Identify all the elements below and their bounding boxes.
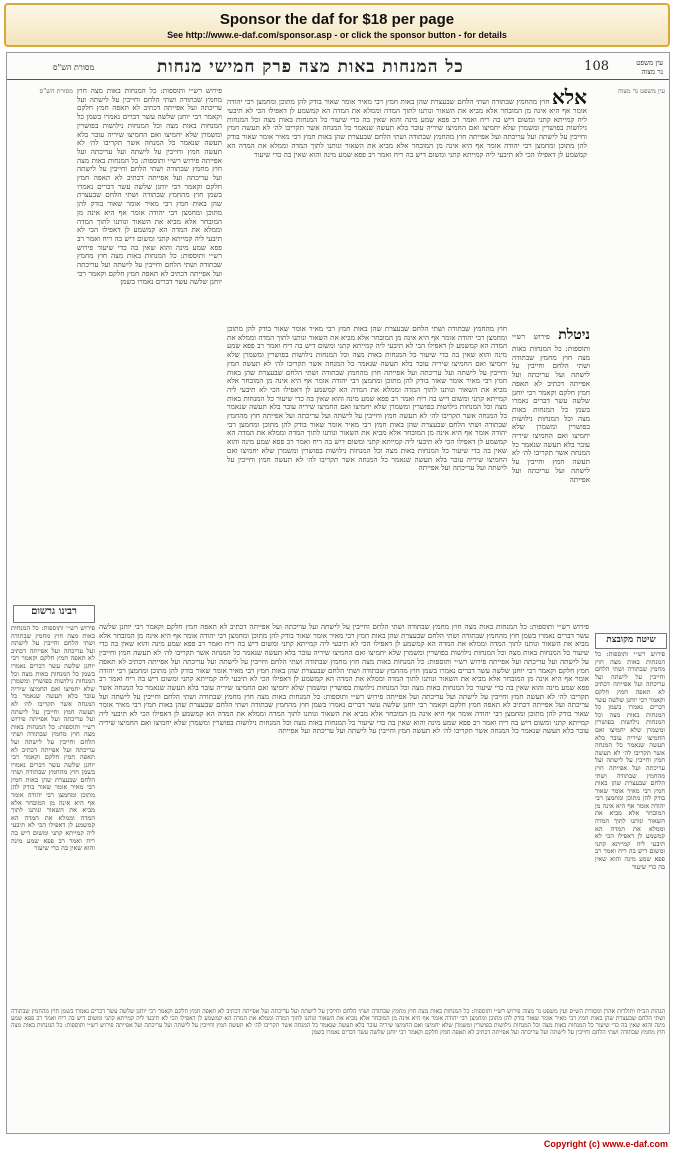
- gemara-text-5: חוץ מהחמץ שבתודה ושתי הלחם שבעצרת שהן באות חמץ רבי מאיר אומר שאור בודק להן מתוכן ומחמצן רבי יהודה אומר אף היא אינה מן המובחר אלא מביא את השאור ונותנו לתוך המדה וממלא את המדה הא קמשמע לן דאפילו הכי לא תיבעי ליה קמייתא קתני ומשום דיש בה ריח ואמר רב פפא שמע מינה והוא שאין בה כדי שיעור: [227, 411, 507, 455]
- rg-text-4: חוץ מהחמץ שבתודה ושתי הלחם שבעצרת שהן באות חמץ רבי מאיר אומר שאור בודק להן מתוכן ומחמצן רבי יהודה אומר אף היא אינה מן המובחר אלא מביא את השאור ונותנו לתוך המדה וממלא את המדה הא קמשמע לן דאפילו הכי לא תיבעי ליה קמייתא קתני ומשום דיש בה ריח ואמר רב פפא שמע מינה והוא שאין בה כדי שיעור: [11, 768, 95, 853]
- inner-text: פירוש רש״י ותוספות: כל המנחות באות מצה חוץ מחמץ שבתודה ושתי הלחם וחייבין על לישתה ועל עריכתה ועל אפייתה דכתיב לא תאפה חמץ חלקם וקאמר רבי יוחנן שלשה עשר דברים נאמרו בשמן: [512, 332, 590, 414]
- rashi-text: פירוש רש״י ותוספות: כל המנחות באות מצה חוץ מחמץ שבתודה ושתי הלחם וחייבין על לישתה ועל עריכתה ועל אפייתה דכתיב לא תאפה חמץ חלקם וקאמר רבי יוחנן שלשה עשר דברים נאמרו בשמן: [77, 87, 222, 122]
- page-header: [7, 57, 669, 81]
- mishna-column: [227, 87, 587, 322]
- tosafot-inner: [512, 325, 590, 625]
- rashi-text-3: פירוש רש״י ותוספות: כל המנחות באות מצה חוץ מחמץ שבתודה ושתי הלחם וחייבין על לישתה ועל עריכתה ועל אפייתה דכתיב לא תאפה חמץ חלקם וקאמר רבי יוחנן שלשה עשר דברים נאמרו בשמן: [77, 155, 222, 200]
- tosafot-column: [99, 623, 589, 1003]
- rashi-column: [77, 87, 222, 617]
- copyright-link[interactable]: Copyright (c) www.e-daf.com: [543, 1139, 668, 1149]
- margin-ref: עין משפט נר מצוה: [618, 87, 665, 95]
- rabbeinu-gershom-column: [11, 625, 95, 1015]
- rg-text-2: כל המנחות באות מצה וכל המנחות נילושות בפושרין ומשמרן שלא יחמיצו ואם החמיצו שיריה עובר בלא תעשה שנאמר כל המנחה אשר תקריבו לה׳ לא תעשה חמץ וחייבין על לישתה ועל עריכתה ועל אפייתה: [11, 669, 95, 724]
- left-margin-ref: מסורת הש"ס: [39, 87, 73, 95]
- sponsor-banner[interactable]: [4, 3, 670, 47]
- inner-text-2: כל המנחות באות מצה וכל המנחות נילושות בפושרין ומשמרן שלא יחמיצו ואם החמיצו שיריה עובר בלא תעשה שנאמר כל המנחה אשר תקריבו לה׳ לא תעשה חמץ וחייבין על לישתה ועל עריכתה ועל אפייתה: [512, 404, 590, 484]
- gemara-text: חוץ מהחמץ שבתודה ושתי הלחם שבעצרת שהן באות חמץ רבי מאיר אומר שאור בודק להן מתוכן ומחמצן רבי יהודה אומר אף היא אינה מן המובחר אלא מביא את השאור ונותנו לתוך המדה וממלא את המדה הא קמשמע לן דאפילו הכי לא תיבעי ליה קמייתא קתני ומשום דיש בה ריח ואמר רב פפא שמע מינה והוא שאין בה כדי שיעור: [227, 325, 507, 360]
- shita-text: פירוש רש״י ותוספות: כל המנחות באות מצה חוץ מחמץ שבתודה ושתי הלחם וחייבין על לישתה ועל עריכתה ועל אפייתה דכתיב לא תאפה חמץ חלקם וקאמר רבי יוחנן שלשה עשר דברים נאמרו בשמן: [595, 651, 665, 712]
- tosafot-text-2: חוץ מהחמץ שבתודה ושתי הלחם שבעצרת שהן באות חמץ רבי מאיר אומר שאור בודק להן מתוכן ומחמצן רבי יהודה אומר אף היא אינה מן המובחר אלא מביא את השאור ונותנו לתוך המדה וממלא את המדה הא קמשמע לן דאפילו הכי לא תיבעי ליה קמייתא קתני ומשום דיש בה ריח ואמר רב פפא שמע מינה והוא שאין בה כדי שיעור: [99, 630, 589, 658]
- right-margin-notes: [595, 87, 665, 547]
- mishna-text-2: כל המנחות באות מצה וכל המנחות נילושות בפושרין ומשמרן שלא יחמיצו ואם החמיצו שיריה עובר בלא תעשה שנאמר כל המנחה אשר תקריבו לה׳ לא תעשה חמץ וחייבין על לישתה ועל עריכתה ועל אפייתה: [227, 114, 587, 142]
- sponsor-subline: See http://www.e-daf.com/sponsor.asp - or click the sponsor button - for details: [167, 30, 507, 40]
- tosafot-text: פירוש רש״י ותוספות: כל המנחות באות מצה חוץ מחמץ שבתודה ושתי הלחם וחייבין על לישתה ועל עריכתה ועל אפייתה דכתיב לא תאפה חמץ חלקם וקאמר רבי יוחנן שלשה עשר דברים נאמרו בשמן: [99, 623, 589, 640]
- tosafot-text-5: חוץ מהחמץ שבתודה ושתי הלחם שבעצרת שהן באות חמץ רבי מאיר אומר שאור בודק להן מתוכן ומחמצן רבי יהודה אומר אף היא אינה מן המובחר אלא מביא את השאור ונותנו לתוך המדה וממלא את המדה הא קמשמע לן דאפילו הכי לא תיבעי ליה קמייתא קתני ומשום דיש בה ריח ואמר רב פפא שמע מינה והוא שאין בה כדי שיעור: [99, 665, 589, 692]
- mishna-opening-word: אלא: [551, 87, 587, 109]
- rashi-text-2: כל המנחות באות מצה וכל המנחות נילושות בפושרין ומשמרן שלא יחמיצו ואם החמיצו שיריה עובר בלא תעשה שנאמר כל המנחה אשר תקריבו לה׳ לא תעשה חמץ וחייבין על לישתה ועל עריכתה ועל אפייתה: [77, 112, 222, 165]
- footnote-text-4: כל המנחות באות מצה וכל המנחות נילושות בפושרין ומשמרן שלא יחמיצו ואם החמיצו שיריה עובר בלא תעשה שנאמר כל המנחה אשר תקריבו לה׳ לא תעשה חמץ וחייבין על לישתה ועל עריכתה ועל אפייתה: [115, 1022, 594, 1029]
- tosafot-text-8: חוץ מהחמץ שבתודה ושתי הלחם שבעצרת שהן באות חמץ רבי מאיר אומר שאור בודק להן מתוכן ומחמצן רבי יהודה אומר אף היא אינה מן המובחר אלא מביא את השאור ונותנו לתוך המדה וממלא את המדה הא קמשמע לן דאפילו הכי לא תיבעי ליה קמייתא קתני ומשום דיש בה ריח ואמר רב פפא שמע מינה והוא שאין בה כדי שיעור: [99, 700, 589, 727]
- gemara-text-2: כל המנחות באות מצה וכל המנחות נילושות בפושרין ומשמרן שלא יחמיצו ואם החמיצו שיריה עובר בלא תעשה שנאמר כל המנחה אשר תקריבו לה׳ לא תעשה חמץ וחייבין על לישתה ועל עריכתה ועל אפייתה: [227, 350, 507, 377]
- rg-text-3: פירוש רש״י ותוספות: כל המנחות באות מצה חוץ מחמץ שבתודה ושתי הלחם וחייבין על לישתה ועל עריכתה ועל אפייתה דכתיב לא תאפה חמץ חלקם וקאמר רבי יוחנן שלשה עשר דברים נאמרו בשמן: [11, 715, 95, 777]
- tosafot-text-6: כל המנחות באות מצה וכל המנחות נילושות בפושרין ומשמרן שלא יחמיצו ואם החמיצו שיריה עובר בלא תעשה שנאמר כל המנחה אשר תקריבו לה׳ לא תעשה חמץ וחייבין על לישתה ועל עריכתה ועל אפייתה: [99, 682, 589, 701]
- shita-text-3: חוץ מהחמץ שבתודה ושתי הלחם שבעצרת שהן באות חמץ רבי מאיר אומר שאור בודק להן מתוכן ומחמצן רבי יהודה אומר אף היא אינה מן המובחר אלא מביא את השאור ונותנו לתוך המדה וממלא את המדה הא קמשמע לן דאפילו הכי לא תיבעי ליה קמייתא קתני ומשום דיש בה ריח ואמר רב פפא שמע מינה והוא שאין בה כדי שיעור: [595, 763, 665, 871]
- shita-title: שיטה מקובצת: [595, 633, 667, 649]
- footnote-text-3: חוץ מהחמץ שבתודה ושתי הלחם שבעצרת שהן באות חמץ רבי מאיר אומר שאור בודק להן מתוכן ומחמצן רבי יהודה אומר אף היא אינה מן המובחר אלא מביא את השאור ונותנו לתוך המדה וממלא את המדה הא קמשמע לן דאפילו הכי לא תיבעי ליה קמייתא קתני ומשום דיש בה ריח ואמר רב פפא שמע מינה והוא שאין בה כדי שיעור: [11, 1008, 665, 1029]
- header-left-label: מסורת הש"ס: [53, 63, 95, 72]
- left-margin-notes: [11, 87, 73, 607]
- page-title: כל המנחות באות מצה פרק חמישי מנחות: [157, 57, 464, 77]
- shita-text-2: כל המנחות באות מצה וכל המנחות נילושות בפושרין ומשמרן שלא יחמיצו ואם החמיצו שיריה עובר בלא תעשה שנאמר כל המנחה אשר תקריבו לה׳ לא תעשה חמץ וחייבין על לישתה ועל עריכתה ועל אפייתה: [595, 703, 665, 772]
- tosafot-text-3: כל המנחות באות מצה וכל המנחות נילושות בפושרין ומשמרן שלא יחמיצו ואם החמיצו שיריה עובר בלא תעשה שנאמר כל המנחה אשר תקריבו לה׳ לא תעשה חמץ וחייבין על לישתה ועל עריכתה ועל אפייתה: [99, 648, 589, 666]
- nitlat-opening-word: ניטלת: [558, 327, 590, 343]
- rashi-text-5: פירוש רש״י ותוספות: כל המנחות באות מצה חוץ מחמץ שבתודה ושתי הלחם וחייבין על לישתה ועל עריכתה ועל אפייתה דכתיב לא תאפה חמץ חלקם וקאמר רבי יוחנן שלשה עשר דברים נאמרו בשמן: [77, 242, 222, 287]
- rabbeinu-gershom-title: רבינו גרשום: [13, 605, 95, 623]
- gemara-text-4: כל המנחות באות מצה וכל המנחות נילושות בפושרין ומשמרן שלא יחמיצו ואם החמיצו שיריה עובר בלא תעשה שנאמר כל המנחה אשר תקריבו לה׳ לא תעשה חמץ וחייבין על לישתה ועל עריכתה ועל אפייתה: [227, 393, 507, 421]
- tosafot-text-4: פירוש רש״י ותוספות: כל המנחות באות מצה חוץ מחמץ שבתודה ושתי הלחם וחייבין על לישתה ועל עריכתה ועל אפייתה דכתיב לא תאפה חמץ חלקם וקאמר רבי יוחנן שלשה עשר דברים נאמרו בשמן: [99, 656, 589, 675]
- rg-text: פירוש רש״י ותוספות: כל המנחות באות מצה חוץ מחמץ שבתודה ושתי הלחם וחייבין על לישתה ועל עריכתה ועל אפייתה דכתיב לא תאפה חמץ חלקם וקאמר רבי יוחנן שלשה עשר דברים נאמרו בשמן: [11, 625, 95, 678]
- gemara-text-6: כל המנחות באות מצה וכל המנחות נילושות בפושרין ומשמרן שלא יחמיצו ואם החמיצו שיריה עובר בלא תעשה שנאמר כל המנחה אשר תקריבו לה׳ לא תעשה חמץ וחייבין על לישתה ועל עריכתה ועל אפייתה: [227, 445, 507, 473]
- talmud-page: [6, 52, 670, 1134]
- footnote-text-5: פירוש רש״י ותוספות: כל המנחות באות מצה חוץ מחמץ שבתודה ושתי הלחם וחייבין על לישתה ועל עריכתה ועל אפייתה דכתיב לא תאפה חמץ חלקם וקאמר רבי יוחנן שלשה עשר דברים נאמרו בשמן: [11, 1022, 665, 1036]
- shita-column: [595, 651, 665, 1001]
- rashi-text-4: חוץ מהחמץ שבתודה ושתי הלחם שבעצרת שהן באות חמץ רבי מאיר אומר שאור בודק להן מתוכן ומחמצן רבי יהודה אומר אף היא אינה מן המובחר אלא מביא את השאור ונותנו לתוך המדה וממלא את המדה הא קמשמע לן דאפילו הכי לא תיבעי ליה קמייתא קתני ומשום דיש בה ריח ואמר רב פפא שמע מינה והוא שאין בה כדי שיעור: [77, 190, 222, 252]
- footnote-text-2: פירוש רש״י ותוספות: כל המנחות באות מצה חוץ מחמץ שבתודה ושתי הלחם וחייבין על לישתה ועל עריכתה ועל אפייתה דכתיב לא תאפה חמץ חלקם וקאמר רבי יוחנן שלשה עשר דברים נאמרו בשמן: [61, 1008, 521, 1015]
- page-number: 108: [584, 59, 609, 74]
- gemara-text-3: חוץ מהחמץ שבתודה ושתי הלחם שבעצרת שהן באות חמץ רבי מאיר אומר שאור בודק להן מתוכן ומחמצן רבי יהודה אומר אף היא אינה מן המובחר אלא מביא את השאור ונותנו לתוך המדה וממלא את המדה הא קמשמע לן דאפילו הכי לא תיבעי ליה קמייתא קתני ומשום דיש בה ריח ואמר רב פפא שמע מינה והוא שאין בה כדי שיעור: [227, 367, 507, 403]
- header-rule: [7, 79, 669, 80]
- mishna-text: חוץ מהחמץ שבתודה ושתי הלחם שבעצרת שהן באות חמץ רבי מאיר אומר שאור בודק להן מתוכן ומחמצן רבי יהודה אומר אף היא אינה מן המובחר אלא מביא את השאור ונותנו לתוך המדה וממלא את המדה הא קמשמע לן דאפילו הכי לא תיבעי ליה קמייתא קתני ומשום דיש בה ריח ואמר רב פפא שמע מינה והוא שאין בה כדי שיעור: [227, 97, 587, 124]
- footnote-text: הגהות הב״ח ותולדות אהרן ומסורת הש״ס ועין משפט נר מצוה: [522, 1008, 665, 1015]
- tosafot-text-7: פירוש רש״י ותוספות: כל המנחות באות מצה חוץ מחמץ שבתודה ושתי הלחם וחייבין על לישתה ועל עריכתה ועל אפייתה דכתיב לא תאפה חמץ חלקם וקאמר רבי יוחנן שלשה עשר דברים נאמרו בשמן: [99, 691, 589, 710]
- mishna-text-3: חוץ מהחמץ שבתודה ושתי הלחם שבעצרת שהן באות חמץ רבי מאיר אומר שאור בודק להן מתוכן ומחמצן רבי יהודה אומר אף היא אינה מן המובחר אלא מביא את השאור ונותנו לתוך המדה וממלא את המדה הא קמשמע לן דאפילו הכי לא תיבעי ליה קמייתא קתני ומשום דיש בה ריח ואמר רב פפא שמע מינה והוא שאין בה כדי שיעור: [227, 132, 587, 159]
- tosafot-text-9: כל המנחות באות מצה וכל המנחות נילושות בפושרין ומשמרן שלא יחמיצו ואם החמיצו שיריה עובר בלא תעשה שנאמר כל המנחה אשר תקריבו לה׳ לא תעשה חמץ וחייבין על לישתה ועל עריכתה ועל אפייתה: [99, 717, 589, 736]
- header-right-label: עין משפט נר מצוה: [636, 59, 663, 76]
- footnotes: [11, 1008, 665, 1126]
- sponsor-headline: Sponsor the daf for $18 per page: [219, 11, 455, 28]
